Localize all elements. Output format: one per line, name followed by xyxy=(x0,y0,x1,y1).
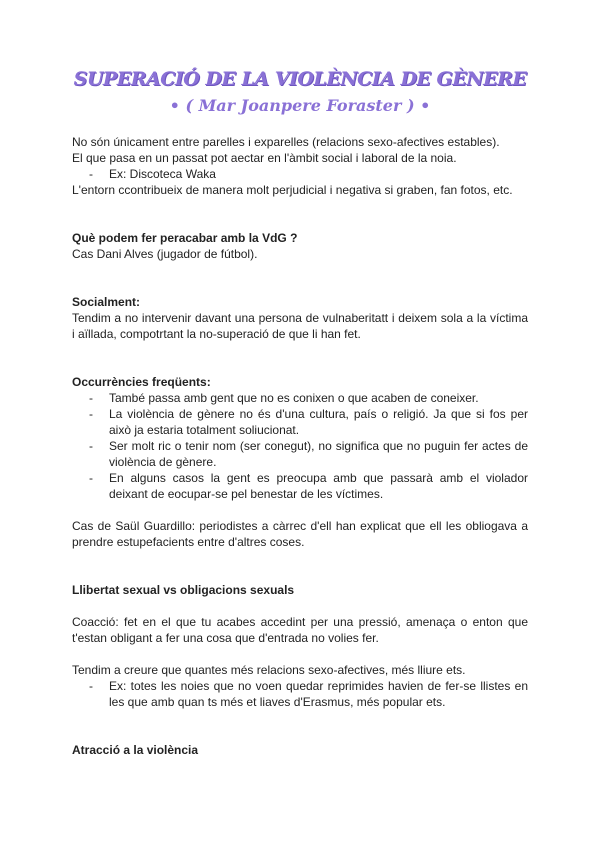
intro-line-1: No són únicament entre parelles i exparelles (relacions sexo-afectives estables). xyxy=(72,135,500,149)
occurrencies-bullet-list xyxy=(72,390,528,502)
list-item: - També passa amb gent que no es conixen o que acaben de coneixer. xyxy=(72,390,528,406)
list-item: - En alguns casos la gent es preocupa amb que passarà amb el violador deixant de eocupar-se pel benestar de les víctimes. xyxy=(72,470,528,502)
section-heading-llibertat: Llibertat sexual vs obligacions sexuals xyxy=(72,583,295,597)
section-heading-atraccio: Atracció a la violència xyxy=(72,743,199,757)
section-heading-que-podem-fer: Què podem fer peracabar amb la VdG ? xyxy=(72,231,298,245)
section-text-cas-saul: Cas de Saül Guardillo: periodistes a càrrec d'ell han explicat que ell les obliogava a prendre estupefacients entre d'altres coses. xyxy=(72,519,528,549)
intro-bullet-list xyxy=(72,166,528,182)
list-item: - Ser molt ric o tenir nom (ser conegut), no significa que no puguin fer actes de violència de gènere. xyxy=(72,438,528,470)
section-text-cas-dani-alves: Cas Dani Alves (jugador de fútbol). xyxy=(72,247,258,261)
list-item: - La violència de gènere no és d'una cultura, país o religió. Ja que si fos per això ja estaria totalment soliucionat. xyxy=(72,406,528,438)
intro-line-2: El que pasa en un passat pot aectar en l'àmbit social i laboral de la noia. xyxy=(72,151,457,165)
section-text-tendim: Tendim a creure que quantes més relacions sexo-afectives, més lliure ets. xyxy=(72,663,466,677)
section-text-coaccio: Coacció: fet en el que tu acabes accedint per una pressió, amenaça o enton que t'estan obligant a fer una cosa que d'entrada no volies fer. xyxy=(72,615,528,645)
list-item: - Ex: totes les noies que no voen quedar reprimides havien de fer-se llistes en les que amb quan ts més et liaves d'Erasmus, més popular ets. xyxy=(72,678,528,710)
section-heading-socialment: Socialment: xyxy=(72,295,141,309)
document-title: SUPERACIÓ DE LA VIOLÈNCIA DE GÈNERE xyxy=(73,68,527,90)
llibertat-bullet-list xyxy=(72,678,528,710)
section-text-socialment: Tendim a no intervenir davant una persona de vulnaberitatt i deixem sola a la víctima i aïllada, compotrtant la no-superació de que li han fet. xyxy=(72,311,528,341)
document-body xyxy=(72,134,528,758)
document-subtitle: • ( Mar Joanpere Foraster ) • xyxy=(169,96,431,115)
list-item: - Ex: Discoteca Waka xyxy=(72,166,528,182)
section-heading-occurrencies: Occurrències freqüents: xyxy=(72,375,211,389)
intro-line-3: L'entorn ccontribueix de manera molt perjudicial i negativa si graben, fan fotos, etc. xyxy=(72,183,513,197)
